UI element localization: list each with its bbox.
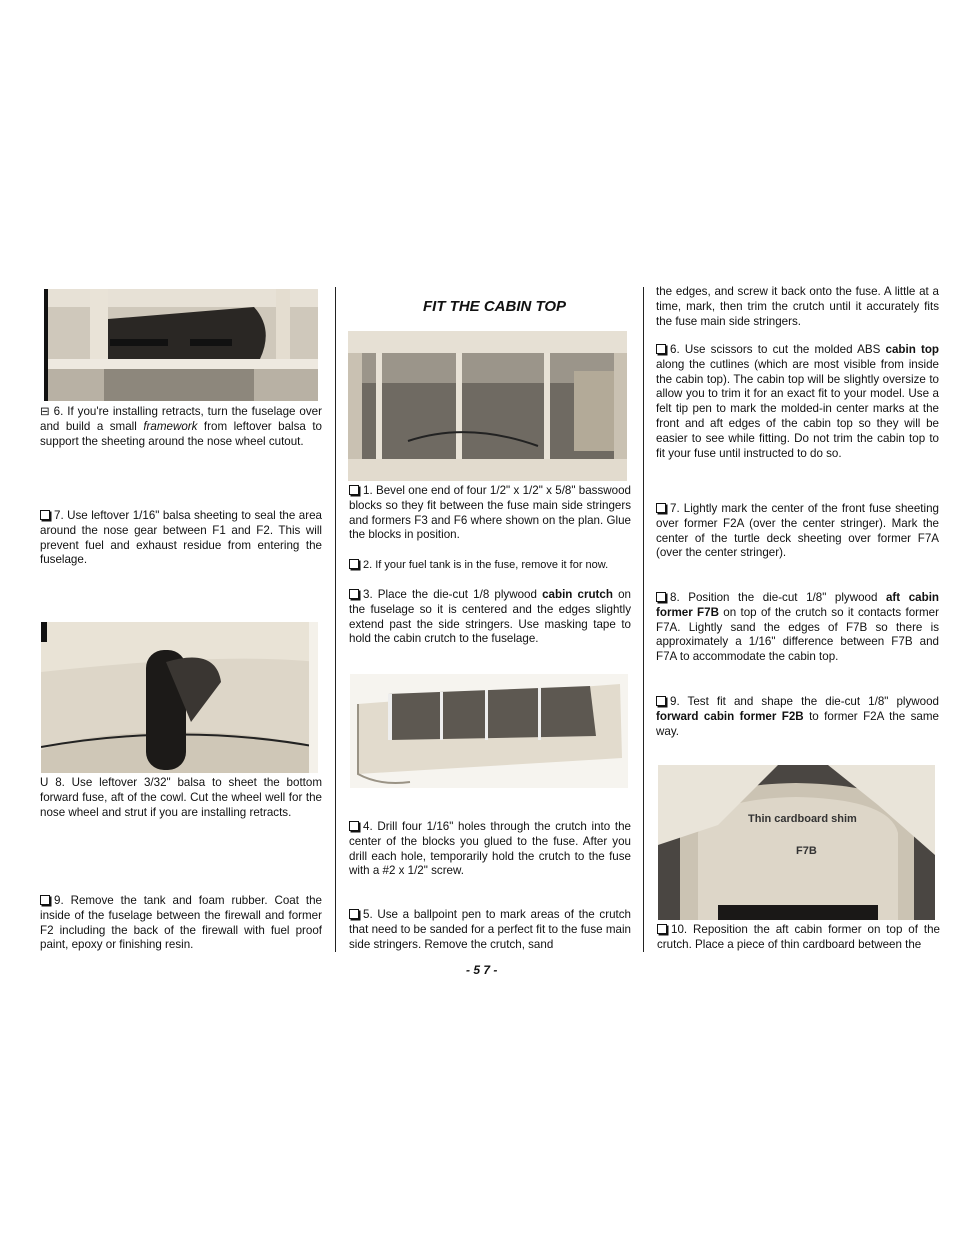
checkbox-icon[interactable] (40, 895, 50, 905)
checkbox-icon[interactable] (349, 485, 359, 495)
checkbox-icon[interactable] (657, 924, 667, 934)
step-1-9: 9. Remove the tank and foam rubber. Coat the inside of the fuselage between the firewall and former F2 including the back of the firewall with fuel proof paint, epoxy or finishing resin. (40, 894, 322, 952)
step-3-8: 8. Position the die-cut 1/8" plywood aft cabin former F7B on top of the crutch so it contacts former F7A. Lightly sand the edges of F7B so there is approximately a 1/16" difference between F7B and F7A to accommodate the cabin top. (656, 591, 939, 664)
photo-cardboard-shim (658, 765, 935, 920)
step-2-4: 4. Drill four 1/16" holes through the crutch into the center of the blocks you glued to the fuse. After you drill each hole, temporarily hold the crutch to the fuse with a #2 x 1/2" screw. (349, 820, 631, 878)
checkbox-icon[interactable] (349, 589, 359, 599)
checkbox-icon[interactable]: ⊟ (40, 405, 50, 418)
column-divider-right (643, 287, 644, 952)
checkbox-icon[interactable] (656, 503, 666, 513)
photo-cabin-crutch (350, 674, 628, 788)
page-number: - 5 7 - (466, 963, 498, 977)
step-3-7: 7. Lightly mark the center of the front fuse sheeting over former F2A (over the center stringer). Mark the center of the turtle deck sheeting over former F7A (over the center stringer). (656, 502, 939, 560)
step-1-7: 7. Use leftover 1/16" balsa sheeting to seal the area around the nose gear between F1 and F2. This will prevent fuel and exhaust residue from entering the fuselage. (40, 509, 322, 567)
step-3-10: 10. Reposition the aft cabin former on top of the crutch. Place a piece of thin cardboard between the (657, 923, 940, 951)
photo-label-shim: Thin cardboard shim (748, 813, 857, 825)
step-3-9: 9. Test fit and shape the die-cut 1/8" plywood forward cabin former F2B to former F2A the same way. (656, 695, 939, 738)
step-2-1: 1. Bevel one end of four 1/2" x 1/2" x 5/8" basswood blocks so they fit between the fuse main side stringers and formers F3 and F6 where shown on the plan. Glue the blocks in position. (349, 484, 631, 542)
checkbox-icon[interactable] (656, 344, 666, 354)
column-divider-left (335, 287, 336, 952)
step-1-6: ⊟ 6. If you're installing retracts, turn the fuselage over and build a small framework from leftover balsa to support the sheeting around the nose wheel cutout. (40, 405, 322, 448)
step-3-6: 6. Use scissors to cut the molded ABS cabin top along the cutlines (which are most visible from inside the cabin top). The cabin top will be slightly oversize to allow you to trim it for an exact fit to your model. Use a felt tip pen to mark the molded-in center marks at the front and aft edges of the cabin top so they will be easier to see while fitting. Do not trim the cabin top to fit your fuse until instructed to do so. (656, 343, 939, 460)
step-1-8: U 8. Use leftover 3/32" balsa to sheet the bottom forward fuse, aft of the cowl. Cut the wheel well for the nose wheel and strut if you are installing retracts. (40, 776, 323, 819)
photo-label-f7b: F7B (796, 845, 817, 857)
checkbox-icon[interactable] (40, 510, 50, 520)
step-2-2: 2. If your fuel tank is in the fuse, remove it for now. (349, 558, 631, 573)
photo-basswood-blocks (348, 331, 627, 481)
checkbox-icon[interactable] (656, 696, 666, 706)
step-2-5-continued: the edges, and screw it back onto the fuse. A little at a time, mark, then trim the crutch until it accurately fits the fuse main side stringers. (656, 285, 939, 328)
checkbox-icon[interactable] (349, 559, 359, 569)
section-title: FIT THE CABIN TOP (423, 298, 567, 315)
photo-bottom-sheeting (41, 622, 318, 773)
checkbox-icon[interactable] (349, 909, 359, 919)
photo-nose-framework (44, 289, 318, 401)
checkbox-icon[interactable] (656, 592, 666, 602)
step-2-3: 3. Place the die-cut 1/8 plywood cabin crutch on the fuselage so it is centered and the edges slightly extend past the side stringers. Use masking tape to hold the cabin crutch to the fuselage. (349, 588, 631, 646)
checkbox-icon[interactable] (349, 821, 359, 831)
checkbox-icon[interactable]: U (40, 776, 49, 789)
step-2-5: 5. Use a ballpoint pen to mark areas of the crutch that need to be sanded for a perfect fit to the fuse main side stringers. Remove the crutch, sand (349, 908, 631, 951)
